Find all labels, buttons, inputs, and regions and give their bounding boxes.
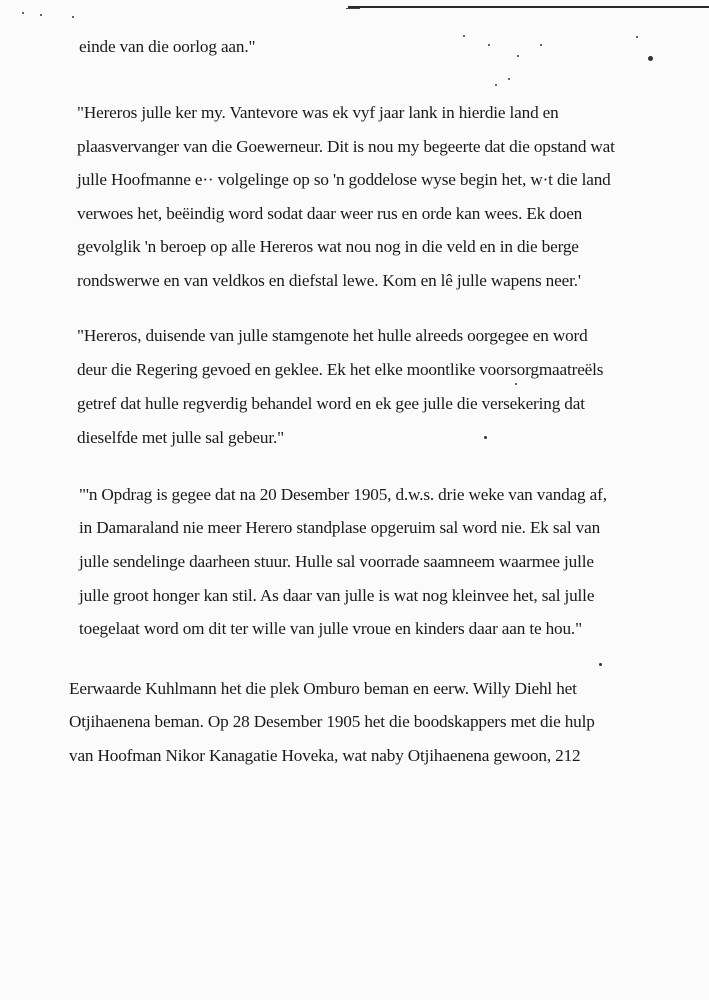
scan-speck: [463, 35, 465, 37]
text-line: rondswerwe en van veldkos en diefstal lewe. Kom en lê julle wapens neer.': [77, 271, 581, 290]
text-line: "Hereros, duisende van julle stamgenote het hulle alreeds oorgegee en word: [77, 326, 588, 345]
scan-speck: [636, 36, 638, 38]
scan-speck: [72, 16, 74, 18]
text-line: gevolglik 'n beroep op alle Hereros wat nou nog in die veld en in die berge: [77, 237, 579, 256]
text-line: getref dat hulle regverdig behandel word en ek gee julle die versekering dat: [77, 394, 585, 413]
scan-speck: [22, 12, 24, 14]
scan-speck: [488, 44, 490, 46]
text-line: "Hereros julle ker my. Vantevore was ek vyf jaar lank in hierdie land en: [77, 103, 559, 122]
text-line: julle groot honger kan stil. As daar van julle is wat nog kleinvee het, sal julle: [79, 586, 595, 605]
scan-speck: [495, 84, 497, 86]
top-edge-mark: [346, 8, 360, 9]
top-edge-rule: [348, 6, 709, 8]
text-line: verwoes het, beëindig word sodat daar weer rus en orde kan wees. Ek doen: [77, 204, 583, 223]
scan-speck: [517, 55, 519, 57]
scan-speck: [540, 44, 542, 46]
text-line: einde van die oorlog aan.": [79, 37, 256, 56]
scan-speck: [599, 663, 602, 666]
scan-speck: [515, 383, 517, 385]
text-line: julle Hoofmanne e·· volgelinge op so 'n goddelose wyse begin het, w·t die land: [77, 170, 611, 189]
text-line: dieselfde met julle sal gebeur.": [77, 428, 284, 447]
text-line: plaasvervanger van die Goewerneur. Dit is nou my begeerte dat die opstand wat: [77, 137, 615, 156]
text-line: julle sendelinge daarheen stuur. Hulle sal voorrade saamneem waarmee julle: [79, 552, 594, 571]
scan-speck: [484, 436, 487, 439]
text-line: deur die Regering gevoed en geklee. Ek het elke moontlike voorsorgmaatreëls: [77, 360, 604, 379]
text-line: "'n Opdrag is gegee dat na 20 Desember 1905, d.w.s. drie weke van vandag af,: [79, 485, 607, 504]
scan-speck: [648, 56, 653, 61]
scan-speck: [508, 78, 510, 80]
text-line: Otjihaenena beman. Op 28 Desember 1905 het die boodskappers met die hulp: [69, 712, 595, 731]
text-line: Eerwaarde Kuhlmann het die plek Omburo beman en eerw. Willy Diehl het: [69, 679, 577, 698]
text-line: toegelaat word om dit ter wille van julle vroue en kinders daar aan te hou.": [79, 619, 582, 638]
text-line: in Damaraland nie meer Herero standplase opgeruim sal word nie. Ek sal van: [79, 518, 601, 537]
scan-speck: [40, 14, 42, 16]
text-line: van Hoofman Nikor Kanagatie Hoveka, wat naby Otjihaenena gewoon, 212: [69, 746, 581, 765]
